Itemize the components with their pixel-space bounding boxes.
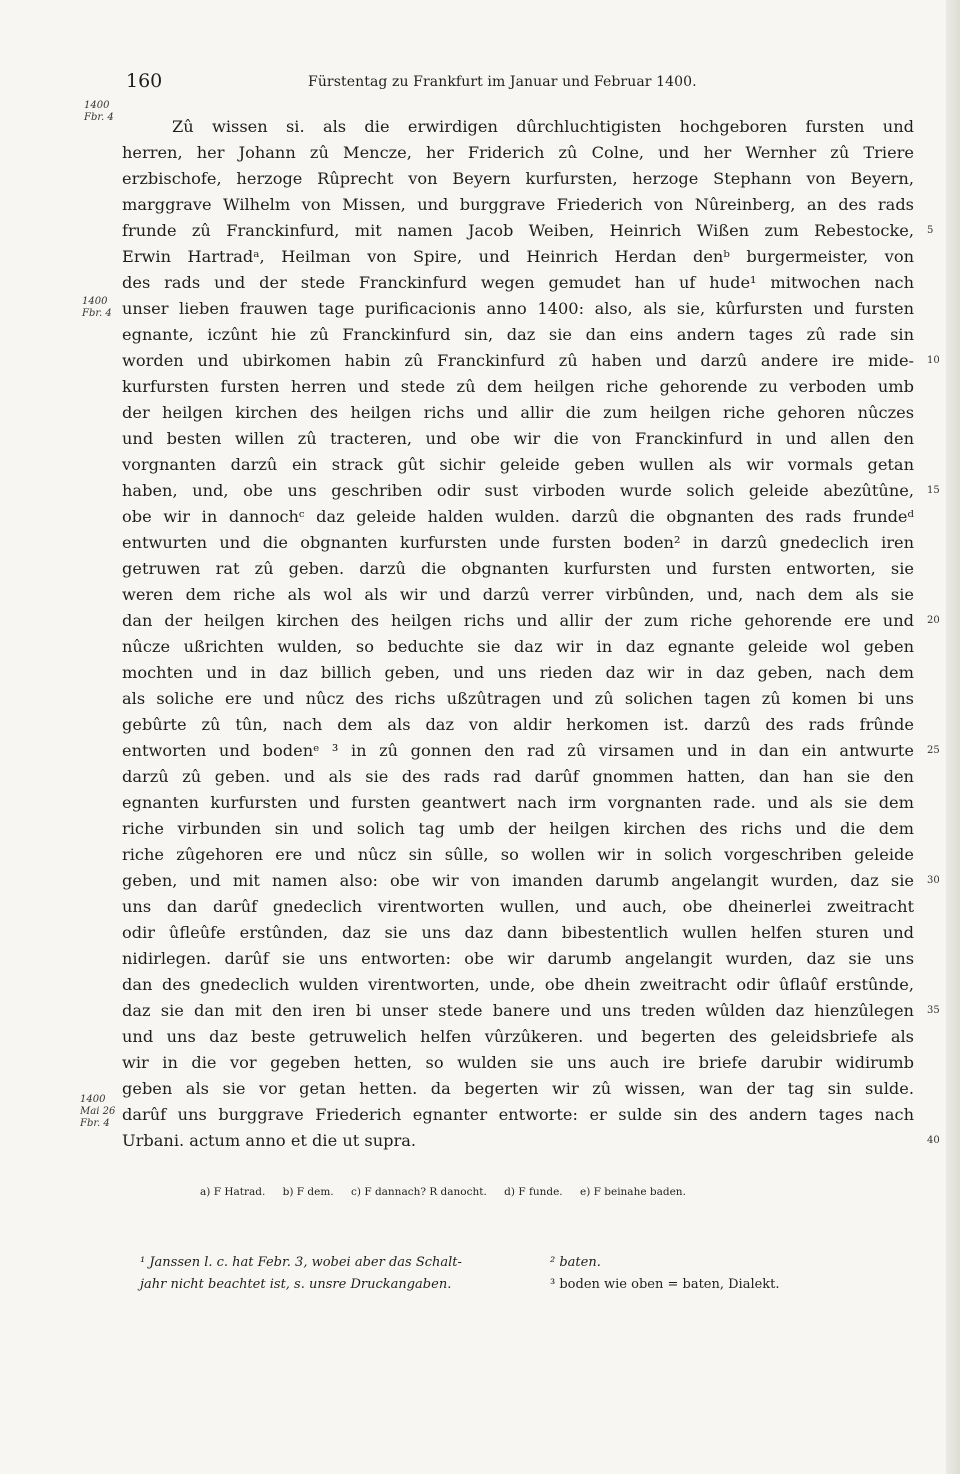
apparatus-note-b: b) F dem. bbox=[282, 1186, 334, 1198]
text-line: egnanten kurfursten und fursten geantwert nach irm vorgnanten rade. und als sie dem bbox=[122, 793, 914, 812]
margin-date-3: 1400 Mai 26 Fbr. 4 bbox=[80, 1094, 116, 1129]
text-line: kurfursten fursten herren und stede zû dem heilgen riche gehorende zu verboden umb bbox=[122, 377, 914, 396]
page-header bbox=[122, 70, 922, 100]
text-line: darûf uns burggrave Friederich egnanter entworte: er sulde sin des andern tages nach bbox=[122, 1105, 914, 1124]
running-head: Fürstentag zu Frankfurt im Januar und Februar 1400. bbox=[308, 74, 697, 90]
text-line: entwurten und die obgnanten kurfursten unde fursten boden² in darzû gnedeclich iren bbox=[122, 533, 914, 552]
text-line: erzbischofe, herzoge Rûprecht von Beyern kurfursten, herzoge Stephann von Beyern, bbox=[122, 169, 914, 188]
footnote-2: ² baten. bbox=[550, 1255, 601, 1270]
page-edge bbox=[946, 0, 960, 1474]
text-line: entworten und bodenᵉ ³ in zû gonnen den rad zû virsamen und in dan ein antwurte bbox=[122, 741, 914, 760]
text-line: und uns daz beste getruwelich helfen vûrzûkeren. und begerten des geleidsbriefe als bbox=[122, 1027, 914, 1046]
text-line: und besten willen zû tracteren, und obe wir die von Franckinfurd in und allen den bbox=[122, 429, 914, 448]
text-line: dan des gnedeclich wulden virentworten, unde, obe dhein zweitracht odir ûflaûf erstûnde, bbox=[122, 975, 914, 994]
text-line: Zû wissen si. als die erwirdigen dûrchluchtigisten hochgeboren fursten und bbox=[172, 117, 914, 136]
text-line: nidirlegen. darûf sie uns entworten: obe wir darumb angelangit wurden, daz sie uns bbox=[122, 949, 914, 968]
text-line: mochten und in daz billich geben, und uns rieden daz wir in daz geben, nach dem bbox=[122, 663, 914, 682]
margin-date-2: 1400 Fbr. 4 bbox=[82, 296, 112, 319]
critical-apparatus bbox=[200, 1186, 820, 1198]
line-number: 5 bbox=[927, 225, 934, 236]
text-line: vorgnanten darzû ein strack gût sichir geleide geben wullen als wir vormals getan bbox=[122, 455, 914, 474]
apparatus-note-a: a) F Hatrad. bbox=[200, 1186, 266, 1198]
apparatus-note-e: e) F beinahe baden. bbox=[579, 1186, 686, 1198]
text-line: als soliche ere und nûcz des richs ußzûtragen und zû solichen tagen zû komen bi uns bbox=[122, 689, 914, 708]
text-line: riche zûgehoren ere und nûcz sin sûlle, so wollen wir in solich vorgeschriben geleide bbox=[122, 845, 914, 864]
text-line: odir ûfleûfe erstûnden, daz sie uns daz dann bibestentlich wullen helfen sturen und bbox=[122, 923, 914, 942]
line-number: 40 bbox=[927, 1135, 940, 1146]
text-line: herren, her Johann zû Mencze, her Friderich zû Colne, und her Wernher zû Triere bbox=[122, 143, 914, 162]
text-line: uns dan darûf gnedeclich virentworten wullen, und auch, obe dheinerlei zweitracht bbox=[122, 897, 914, 916]
text-line: haben, und, obe uns geschriben odir sust virboden wurde solich geleide abezûtûne, bbox=[122, 481, 914, 500]
line-number: 25 bbox=[927, 745, 940, 756]
text-line: frunde zû Franckinfurd, mit namen Jacob Weiben, Heinrich Wißen zum Rebestocke, bbox=[122, 221, 914, 240]
text-line: dan der heilgen kirchen des heilgen richs und allir der zum riche gehorende ere und bbox=[122, 611, 914, 630]
line-number: 15 bbox=[927, 485, 940, 496]
footnote-1-line-2: jahr nicht beachtet ist, s. unsre Druckangaben. bbox=[140, 1277, 452, 1292]
text-line: worden und ubirkomen habin zû Franckinfurd zû haben und darzû andere ire mide- bbox=[122, 351, 914, 370]
text-line: riche virbunden sin und solich tag umb der heilgen kirchen des richs und die dem bbox=[122, 819, 914, 838]
text-line: geben, und mit namen also: obe wir von imanden darumb angelangit wurden, daz sie bbox=[122, 871, 914, 890]
footnote-3: ³ boden wie oben = baten, Dialekt. bbox=[550, 1277, 780, 1292]
footnotes-2-3 bbox=[550, 1252, 850, 1296]
text-line: der heilgen kirchen des heilgen richs und allir die zum heilgen riche gehoren nûczes bbox=[122, 403, 914, 422]
margin-date-1: 1400 Fbr. 4 bbox=[84, 100, 114, 123]
text-line: getruwen rat zû geben. darzû die obgnanten kurfursten und fursten entworten, sie bbox=[122, 559, 914, 578]
page-number: 160 bbox=[126, 70, 163, 92]
text-line: marggrave Wilhelm von Missen, und burggrave Friederich von Nûreinberg, an des rads bbox=[122, 195, 914, 214]
text-line: daz sie dan mit den iren bi unser stede banere und uns treden wûlden daz hienzûlegen bbox=[122, 1001, 914, 1020]
line-number: 10 bbox=[927, 355, 940, 366]
text-line: gebûrte zû tûn, nach dem als daz von aldir herkomen ist. darzû des rads frûnde bbox=[122, 715, 914, 734]
footnote-1-line-1: ¹ Janssen l. c. hat Febr. 3, wobei aber das Schalt- bbox=[140, 1255, 462, 1270]
apparatus-note-d: d) F funde. bbox=[504, 1186, 563, 1198]
line-number: 20 bbox=[927, 615, 940, 626]
text-line: obe wir in dannochᶜ daz geleide halden wulden. darzû die obgnanten des rads frundeᵈ bbox=[122, 507, 914, 526]
line-number: 35 bbox=[927, 1005, 940, 1016]
text-line: Urbani. actum anno et die ut supra. bbox=[122, 1131, 417, 1150]
text-line: nûcze ußrichten wulden, so beduchte sie daz wir in daz egnante geleide wol geben bbox=[122, 637, 914, 656]
main-text bbox=[122, 114, 914, 1154]
line-number: 30 bbox=[927, 875, 940, 886]
apparatus-note-c: c) F dannach? R danocht. bbox=[351, 1186, 487, 1198]
text-line: wir in die vor gegeben hetten, so wulden sie uns auch ire briefe darubir widirumb bbox=[122, 1053, 914, 1072]
footnote-1 bbox=[140, 1252, 520, 1296]
text-line: geben als sie vor getan hetten. da begerten wir zû wissen, wan der tag sin sulde. bbox=[122, 1079, 914, 1098]
text-line: unser lieben frauwen tage purificacionis anno 1400: also, als sie, kûrfursten und fursten bbox=[122, 299, 914, 318]
text-line: Erwin Hartradᵃ, Heilman von Spire, und Heinrich Herdan denᵇ burgermeister, von bbox=[122, 247, 914, 266]
text-line: weren dem riche als wol als wir und darzû verrer virbûnden, und, nach dem als sie bbox=[122, 585, 914, 604]
text-line: darzû zû geben. und als sie des rads rad darûf gnommen hatten, dan han sie den bbox=[122, 767, 914, 786]
text-line: des rads und der stede Franckinfurd wegen gemudet han uf hude¹ mitwochen nach bbox=[122, 273, 914, 292]
text-line: egnante, iczûnt hie zû Franckinfurd sin, daz sie dan eins andern tages zû rade sin bbox=[122, 325, 914, 344]
